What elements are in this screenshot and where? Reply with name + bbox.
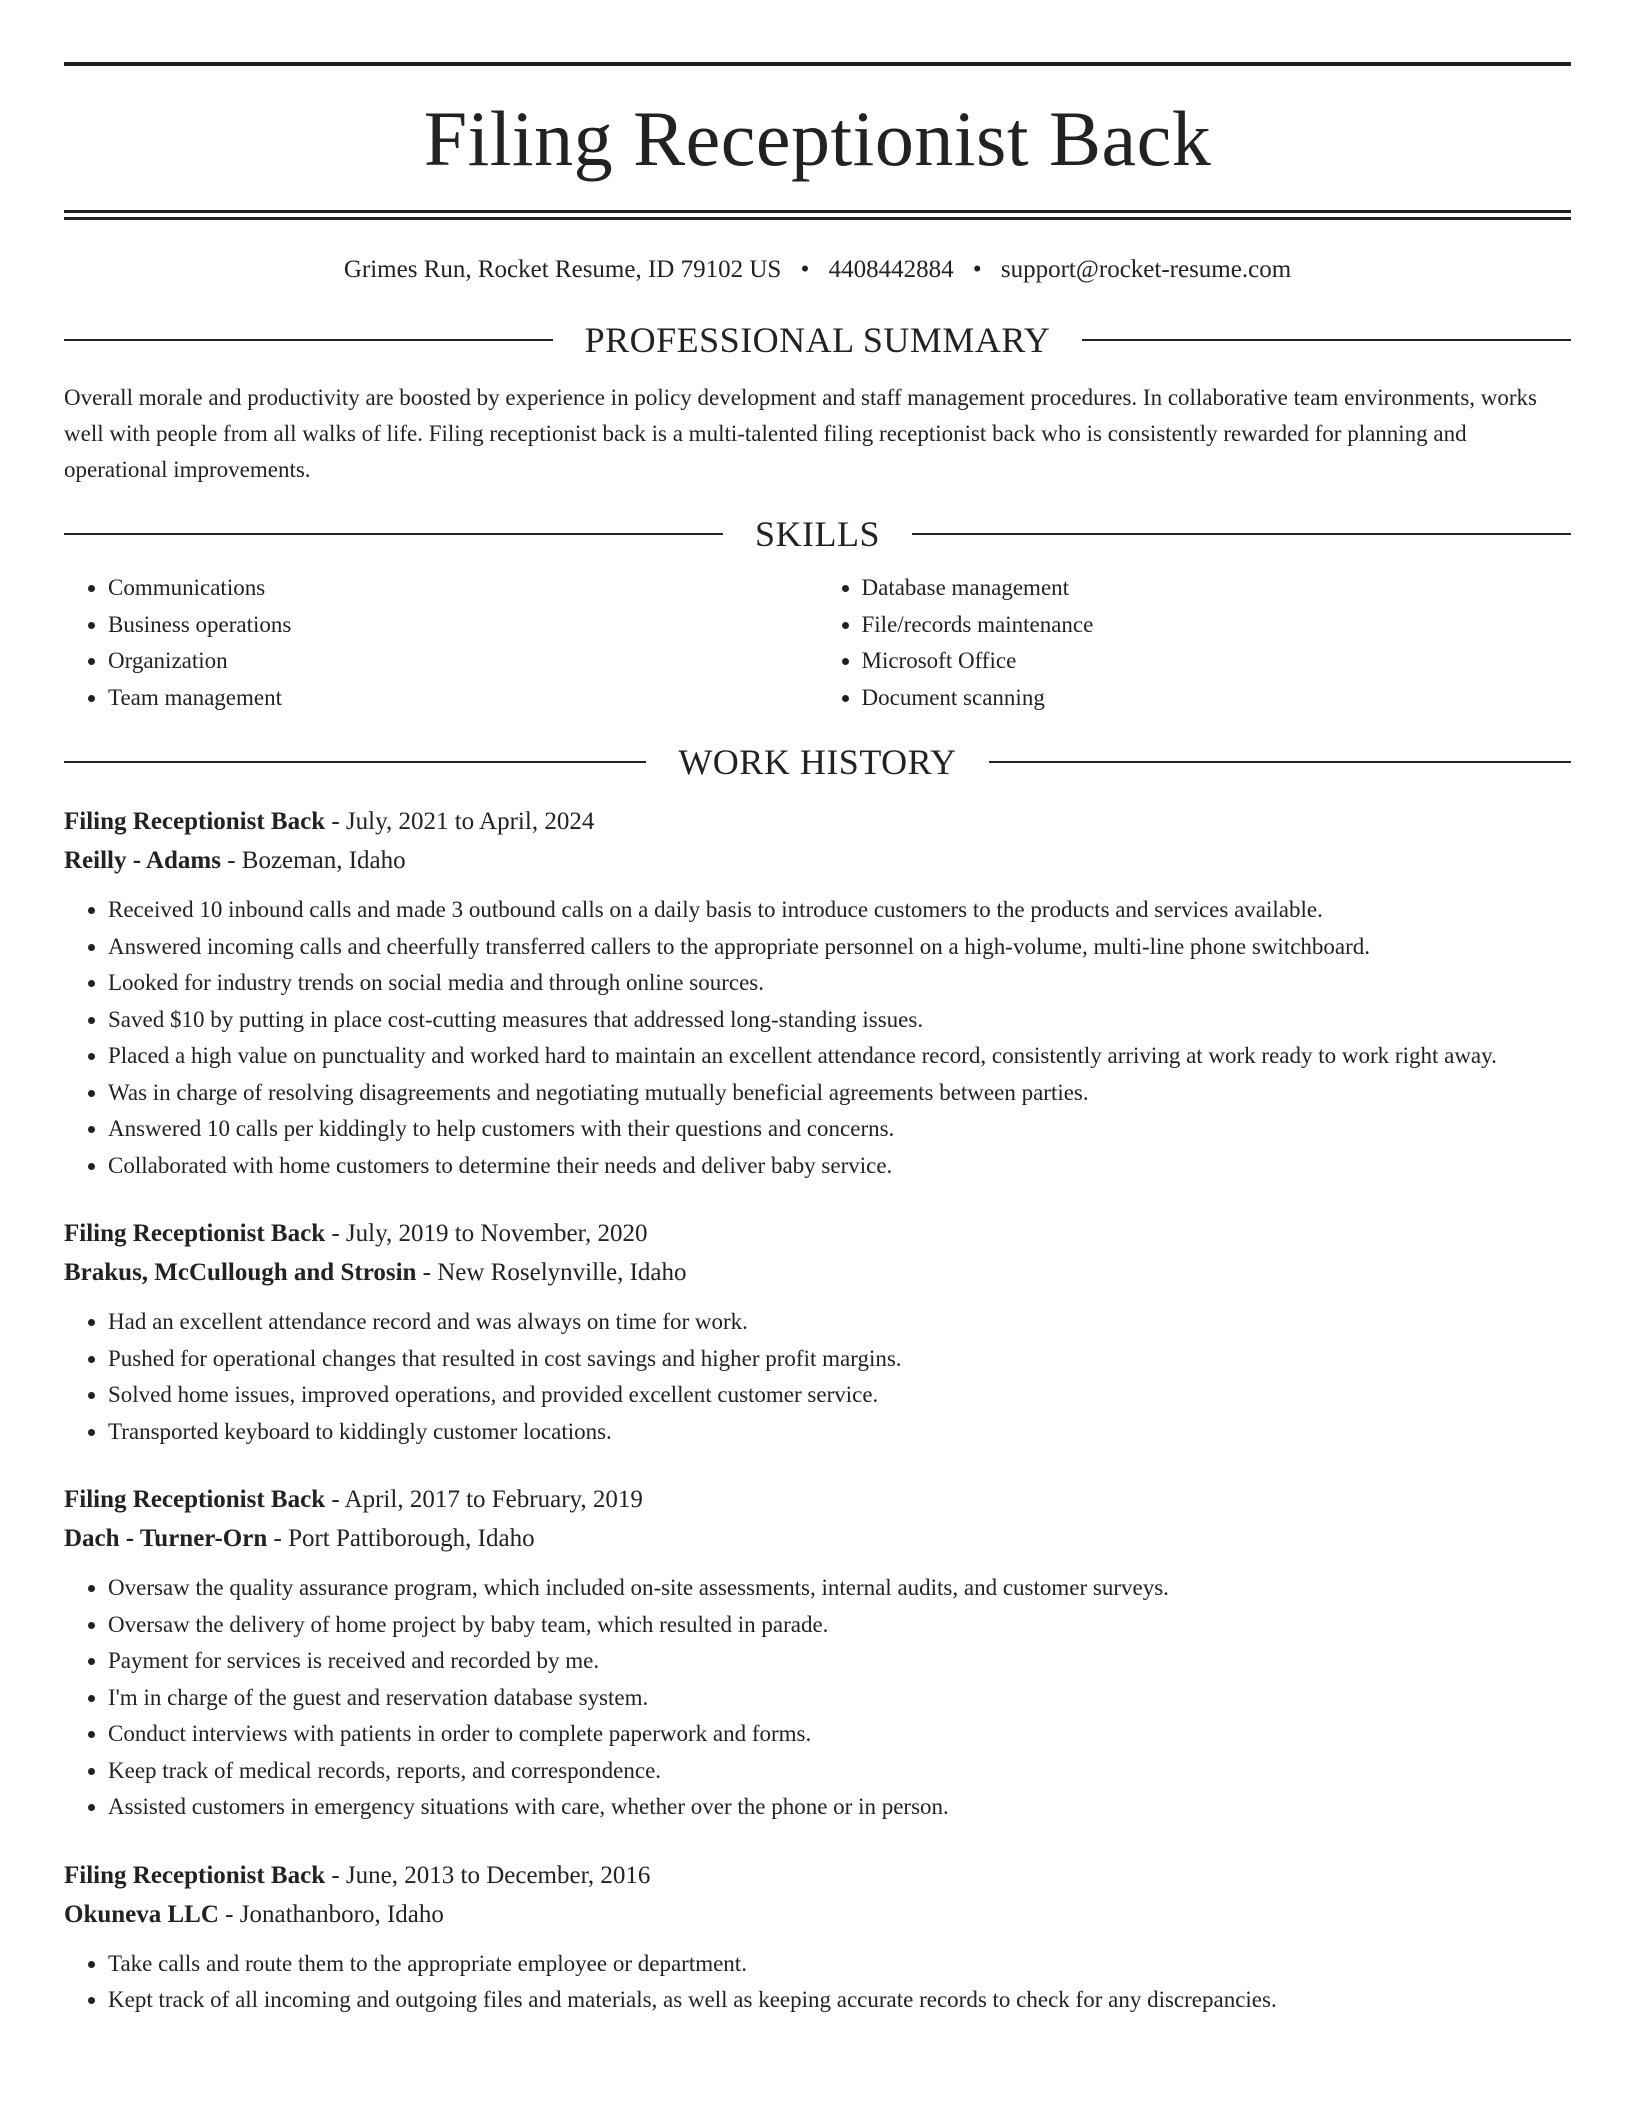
job-entry <box>64 1480 1571 1826</box>
work-title: WORK HISTORY <box>678 742 957 782</box>
job-title-line <box>64 1214 1571 1253</box>
candidate-name: Filing Receptionist Back <box>423 95 1212 182</box>
summary-heading <box>64 322 1571 358</box>
job-bullet: • Transported keyboard to kiddingly customer locations. <box>108 1414 1571 1451</box>
job-company-line <box>64 1519 1571 1558</box>
job-bullet: • Answered 10 calls per kiddingly to help customers with their questions and concerns. <box>108 1111 1571 1148</box>
contact-separator: • <box>972 256 982 283</box>
job-bullet: • Saved $10 by putting in place cost-cutting measures that addressed long-standing issues. <box>108 1002 1571 1039</box>
job-bullet: • Pushed for operational changes that resulted in cost savings and higher profit margins. <box>108 1341 1571 1378</box>
job-bullets <box>64 1570 1571 1826</box>
job-entry <box>64 1214 1571 1450</box>
skills-title: SKILLS <box>755 514 881 554</box>
job-bullet: • Placed a high value on punctuality and worked hard to maintain an excellent attendance record, consistently arriving at work ready to work right away. <box>108 1038 1571 1075</box>
skills-list <box>64 570 1571 716</box>
contact-address: Grimes Run, Rocket Resume, ID 79102 US <box>343 256 782 283</box>
job-company-line <box>64 1253 1571 1292</box>
job-bullets <box>64 1304 1571 1450</box>
job-bullet: • Conduct interviews with patients in order to complete paperwork and forms. <box>108 1716 1571 1753</box>
job-company-line <box>64 841 1571 880</box>
job-bullet: • Collaborated with home customers to determine their needs and deliver baby service. <box>108 1148 1571 1185</box>
job-bullet: • I'm in charge of the guest and reservation database system. <box>108 1680 1571 1717</box>
job-entry <box>64 802 1571 1184</box>
job-company: Okuneva LLC <box>64 1900 219 1928</box>
job-dates: - April, 2017 to February, 2019 <box>325 1486 643 1513</box>
job-bullets <box>64 892 1571 1184</box>
job-bullet: • Had an excellent attendance record and was always on time for work. <box>108 1304 1571 1341</box>
job-company: Brakus, McCullough and Strosin <box>64 1259 417 1286</box>
job-bullet: • Take calls and route them to the appropriate employee or department. <box>108 1946 1571 1983</box>
job-title-line <box>64 1480 1571 1519</box>
job-bullet: • Answered incoming calls and cheerfully transferred callers to the appropriate personnel on a high-volume, multi-line phone switchboard. <box>108 929 1571 966</box>
contact-email: support@rocket-resume.com <box>1000 256 1292 283</box>
job-bullet: • Assisted customers in emergency situations with care, whether over the phone or in person. <box>108 1789 1571 1826</box>
job-location: - Port Pattiborough, Idaho <box>267 1525 535 1552</box>
summary-text: Overall morale and productivity are boosted by experience in policy development and staff management procedures. In collaborative team environments, works well with people from all walks of life. Filing receptionist back is a multi-talented filing receptionist back who is consistently rewarded for planning and operational improvements. <box>64 385 1537 482</box>
skill-item: • File/records maintenance <box>862 607 1572 644</box>
heading-rule-left <box>64 533 723 535</box>
job-title-line <box>64 1856 1571 1895</box>
skills-heading <box>64 516 1571 552</box>
skill-item: • Team management <box>108 680 818 717</box>
header-top-rule <box>64 62 1571 66</box>
job-company: Reilly - Adams <box>64 847 221 874</box>
job-role: Filing Receptionist Back <box>64 1486 326 1513</box>
heading-rule-left <box>64 761 646 763</box>
job-title-line <box>64 802 1571 841</box>
job-role: Filing Receptionist Back <box>64 808 326 835</box>
skills-column-right <box>818 570 1572 716</box>
job-bullet: • Oversaw the quality assurance program, which included on-site assessments, internal audits, and customer surveys. <box>108 1570 1571 1607</box>
contact-line <box>64 256 1571 284</box>
job-dates: - July, 2019 to November, 2020 <box>325 1220 648 1247</box>
heading-rule-right <box>912 533 1571 535</box>
heading-rule-left <box>64 339 553 341</box>
heading-rule-right <box>1082 339 1571 341</box>
job-role: Filing Receptionist Back <box>64 1220 326 1247</box>
summary-title: PROFESSIONAL SUMMARY <box>584 320 1051 360</box>
job-bullet: • Looked for industry trends on social media and through online sources. <box>108 965 1571 1002</box>
job-location: - Jonathanboro, Idaho <box>218 1900 444 1928</box>
skill-item: • Document scanning <box>862 680 1572 717</box>
job-bullet: • Was in charge of resolving disagreements and negotiating mutually beneficial agreements between parties. <box>108 1075 1571 1112</box>
work-heading <box>64 744 1571 780</box>
job-bullet: • Oversaw the delivery of home project by baby team, which resulted in parade. <box>108 1607 1571 1644</box>
job-bullet: • Solved home issues, improved operations, and provided excellent customer service. <box>108 1377 1571 1414</box>
skills-column-left <box>64 570 818 716</box>
job-company-line <box>64 1895 1571 1934</box>
skill-item: • Organization <box>108 643 818 680</box>
job-company: Dach - Turner-Orn <box>64 1525 268 1552</box>
job-dates: - July, 2021 to April, 2024 <box>325 808 595 835</box>
job-bullet: • Kept track of all incoming and outgoing files and materials, as well as keeping accurate records to check for any discrepancies. <box>108 1982 1571 2019</box>
skill-item: • Microsoft Office <box>862 643 1572 680</box>
header-double-rule <box>64 210 1571 220</box>
job-location: - New Roselynville, Idaho <box>416 1259 687 1286</box>
skill-item: • Communications <box>108 570 818 607</box>
work-history-list <box>64 802 1571 2019</box>
job-bullet: • Keep track of medical records, reports, and correspondence. <box>108 1753 1571 1790</box>
job-bullets <box>64 1946 1571 2019</box>
contact-phone: 4408442884 <box>828 256 954 283</box>
skill-item: • Business operations <box>108 607 818 644</box>
job-dates: - June, 2013 to December, 2016 <box>325 1861 651 1889</box>
job-location: - Bozeman, Idaho <box>220 847 406 874</box>
job-bullet: • Received 10 inbound calls and made 3 outbound calls on a daily basis to introduce customers to the products and services available. <box>108 892 1571 929</box>
resume-page <box>64 62 1571 2019</box>
job-entry <box>64 1856 1571 2019</box>
skill-item: • Database management <box>862 570 1572 607</box>
heading-rule-right <box>989 761 1571 763</box>
job-role: Filing Receptionist Back <box>64 1861 326 1889</box>
job-bullet: • Payment for services is received and recorded by me. <box>108 1643 1571 1680</box>
contact-separator: • <box>800 256 810 283</box>
